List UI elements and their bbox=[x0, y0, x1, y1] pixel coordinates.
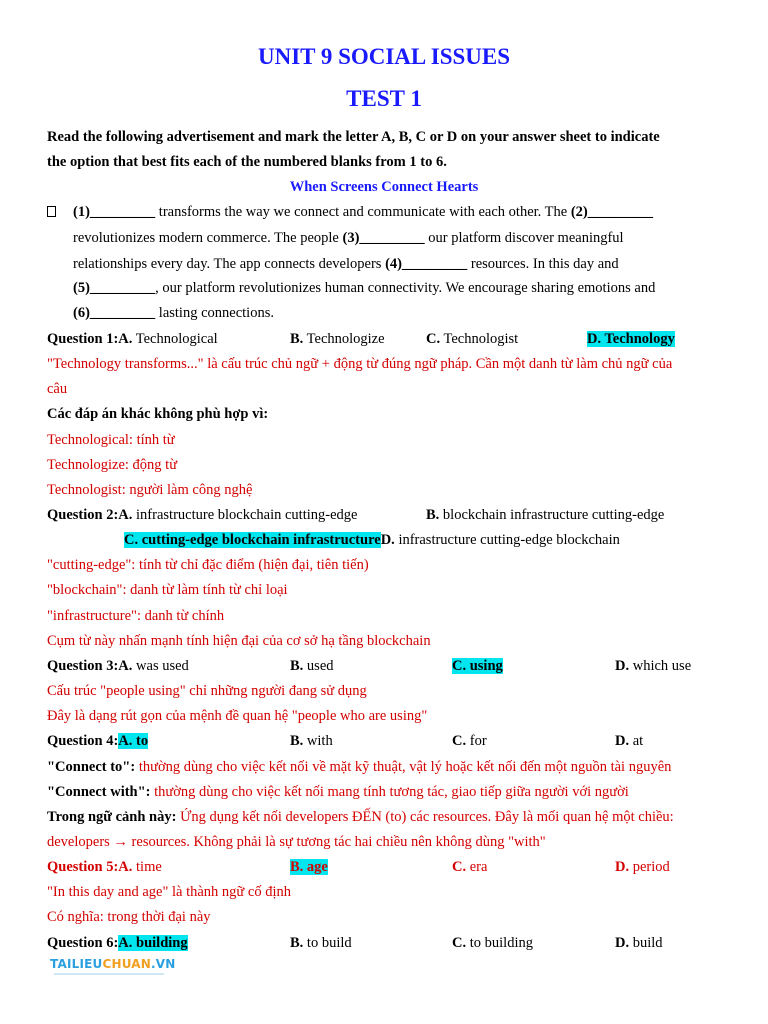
correct-answer: D. Technology bbox=[587, 331, 675, 347]
option-text: to build bbox=[303, 935, 352, 951]
passage-text: transforms the way we connect and communicate with each other. The bbox=[155, 204, 571, 220]
option-letter: B. bbox=[290, 658, 304, 674]
correct-answer: A. to bbox=[118, 733, 149, 749]
test-title: TEST 1 bbox=[346, 86, 422, 111]
blank-1: (1)_________ bbox=[73, 204, 156, 220]
option-text: at bbox=[629, 733, 644, 749]
q3-option-b bbox=[290, 656, 334, 676]
explanation-text: thường dùng cho việc kết nối về mặt kỹ thuật, vật lý hoặc kết nối đến một nguồn tài nguyên bbox=[135, 759, 672, 775]
passage-line-3 bbox=[73, 254, 619, 274]
passage-line-1 bbox=[73, 202, 653, 222]
passage-line-2 bbox=[73, 228, 624, 248]
question-label: Question 4: bbox=[47, 733, 119, 749]
option-letter: C. bbox=[452, 733, 467, 749]
option-letter: B. bbox=[290, 733, 304, 749]
passage-text: relationships every day. The app connects developers bbox=[73, 256, 386, 272]
option-letter: A. bbox=[118, 507, 133, 523]
option-text: Technologist bbox=[440, 331, 519, 347]
correct-answer: A. building bbox=[118, 935, 188, 951]
passage-title: When Screens Connect Hearts bbox=[289, 179, 479, 195]
option-text: for bbox=[466, 733, 487, 749]
instructions-line-1: Read the following advertisement and mark the letter A, B, C or D on your answer sheet to indicate bbox=[47, 129, 660, 145]
option-a: time bbox=[132, 859, 162, 875]
logo-part: TAILIEU bbox=[50, 957, 103, 971]
logo-underline bbox=[54, 973, 164, 975]
logo-part: CHUAN bbox=[102, 957, 152, 971]
option-a: Technological bbox=[132, 331, 218, 347]
explanation-text: thường dùng cho việc kết nối mang tính tương tác, giao tiếp giữa người với người bbox=[150, 784, 629, 800]
q4-option-b bbox=[290, 731, 333, 751]
q5-option-b-answer bbox=[290, 857, 328, 877]
question-label: Question 1: bbox=[47, 331, 119, 347]
option-letter: C. bbox=[426, 331, 441, 347]
q1-option-c bbox=[426, 329, 518, 349]
q4-explanation-1 bbox=[47, 757, 671, 777]
instructions-line-2: the option that best fits each of the numbered blanks from 1 to 6. bbox=[47, 154, 447, 170]
option-letter: D. bbox=[615, 733, 630, 749]
option-text: to building bbox=[466, 935, 533, 951]
q2-option-b bbox=[426, 505, 664, 525]
term: "Connect with": bbox=[47, 784, 151, 800]
blank-4: (4)_________ bbox=[385, 256, 468, 272]
q3-option-d bbox=[615, 656, 691, 676]
q2-explanation-3: "infrastructure": danh từ chính bbox=[47, 608, 225, 624]
option-letter: D. bbox=[615, 859, 630, 875]
term: Trong ngữ cảnh này: bbox=[47, 809, 177, 825]
q2-explanation-2: "blockchain": danh từ làm tính từ chỉ loại bbox=[47, 582, 288, 598]
q4-explanation-3 bbox=[47, 807, 674, 827]
question-1 bbox=[47, 329, 218, 349]
q1-explanation-2: câu bbox=[47, 381, 68, 397]
passage-text: lasting connections. bbox=[155, 305, 274, 321]
q5-option-c bbox=[452, 857, 487, 877]
correct-answer: C. cutting-edge blockchain infrastructure bbox=[124, 532, 381, 548]
question-6 bbox=[47, 933, 188, 953]
option-text: which use bbox=[629, 658, 692, 674]
q1-option-b bbox=[290, 329, 385, 349]
option-text: Technologize bbox=[303, 331, 385, 347]
question-label: Question 3: bbox=[47, 658, 119, 674]
option-letter: D. bbox=[615, 935, 630, 951]
option-text: era bbox=[466, 859, 488, 875]
blank-3: (3)_________ bbox=[342, 230, 425, 246]
q6-option-d bbox=[615, 933, 663, 953]
q1-reason-2: Technologize: động từ bbox=[47, 457, 178, 473]
q5-explanation-2: Có nghĩa: trong thời đại này bbox=[47, 909, 211, 925]
correct-answer: B. age bbox=[290, 859, 328, 875]
option-text: build bbox=[629, 935, 663, 951]
question-5 bbox=[47, 857, 162, 877]
option-letter: C. bbox=[452, 859, 467, 875]
option-letter: C. bbox=[452, 935, 467, 951]
option-text: with bbox=[303, 733, 333, 749]
correct-answer: C. using bbox=[452, 658, 503, 674]
q2-explanation-4: Cụm từ này nhấn mạnh tính hiện đại của cơ sở hạ tầng blockchain bbox=[47, 633, 431, 649]
option-letter: B. bbox=[426, 507, 440, 523]
option-letter: A. bbox=[118, 658, 133, 674]
q1-reason-3: Technologist: người làm công nghệ bbox=[47, 482, 253, 498]
option-a: infrastructure blockchain cutting-edge bbox=[132, 507, 358, 523]
bullet-icon bbox=[47, 206, 56, 217]
option-letter: D. bbox=[380, 532, 395, 548]
explanation-text: Ứng dụng kết nối developers ĐẾN (to) các resources. Đây là mối quan hệ một chiều: bbox=[176, 809, 674, 825]
term: "Connect to": bbox=[47, 759, 136, 775]
site-logo bbox=[50, 957, 176, 971]
blank-2: (2)_________ bbox=[570, 204, 654, 220]
option-letter: B. bbox=[290, 935, 304, 951]
unit-title: UNIT 9 SOCIAL ISSUES bbox=[257, 44, 511, 69]
option-letter: A. bbox=[118, 331, 133, 347]
passage-line-4 bbox=[73, 278, 655, 298]
q5-option-d bbox=[615, 857, 670, 877]
option-letter: A. bbox=[118, 859, 133, 875]
q4-explanation-2 bbox=[47, 782, 629, 802]
logo-part: .VN bbox=[151, 957, 176, 971]
option-a: was used bbox=[132, 658, 189, 674]
passage-text: revolutionizes modern commerce. The people bbox=[73, 230, 343, 246]
q1-explanation-1: "Technology transforms..." là cấu trúc chủ ngữ + động từ đúng ngữ pháp. Cần một danh từ làm chủ ngữ của bbox=[47, 356, 673, 372]
q1-others-heading: Các đáp án khác không phù hợp vì: bbox=[47, 406, 269, 422]
question-2 bbox=[47, 505, 357, 525]
blank-6: (6)_________ bbox=[73, 305, 156, 321]
q2-option-c-answer bbox=[124, 530, 620, 550]
option-text: blockchain infrastructure cutting-edge bbox=[439, 507, 665, 523]
q3-explanation-2: Đây là dạng rút gọn của mệnh đề quan hệ "people who are using" bbox=[47, 708, 428, 724]
q5-explanation-1: "In this day and age" là thành ngữ cố định bbox=[47, 884, 291, 900]
q4-option-c bbox=[452, 731, 487, 751]
option-text: period bbox=[629, 859, 670, 875]
q1-option-d-answer bbox=[587, 329, 675, 349]
q4-explanation-4: developers → resources. Không phải là sự tương tác hai chiều nên không dùng "with" bbox=[47, 834, 546, 850]
option-text: used bbox=[303, 658, 334, 674]
passage-text: our platform discover meaningful bbox=[424, 230, 624, 246]
question-label: Question 2: bbox=[47, 507, 119, 523]
blank-5: (5)_________ bbox=[73, 280, 156, 296]
option-letter: D. bbox=[615, 658, 630, 674]
question-label: Question 6: bbox=[47, 935, 119, 951]
option-letter: B. bbox=[290, 331, 304, 347]
q6-option-b bbox=[290, 933, 352, 953]
passage-line-5 bbox=[73, 303, 274, 323]
q6-option-c bbox=[452, 933, 533, 953]
q4-option-d bbox=[615, 731, 643, 751]
question-label: Question 5: bbox=[47, 859, 119, 875]
q3-explanation-1: Cấu trúc "people using" chỉ những người đang sử dụng bbox=[47, 683, 367, 699]
q1-reason-1: Technological: tính từ bbox=[47, 432, 175, 448]
passage-text: resources. In this day and bbox=[467, 256, 619, 272]
question-4 bbox=[47, 731, 148, 751]
q3-option-c-answer bbox=[452, 656, 503, 676]
q2-explanation-1: "cutting-edge": tính từ chỉ đặc điểm (hiện đại, tiên tiến) bbox=[47, 557, 369, 573]
question-3 bbox=[47, 656, 189, 676]
passage-text: , our platform revolutionizes human connectivity. We encourage sharing emotions and bbox=[155, 280, 656, 296]
option-text: infrastructure cutting-edge blockchain bbox=[394, 532, 620, 548]
